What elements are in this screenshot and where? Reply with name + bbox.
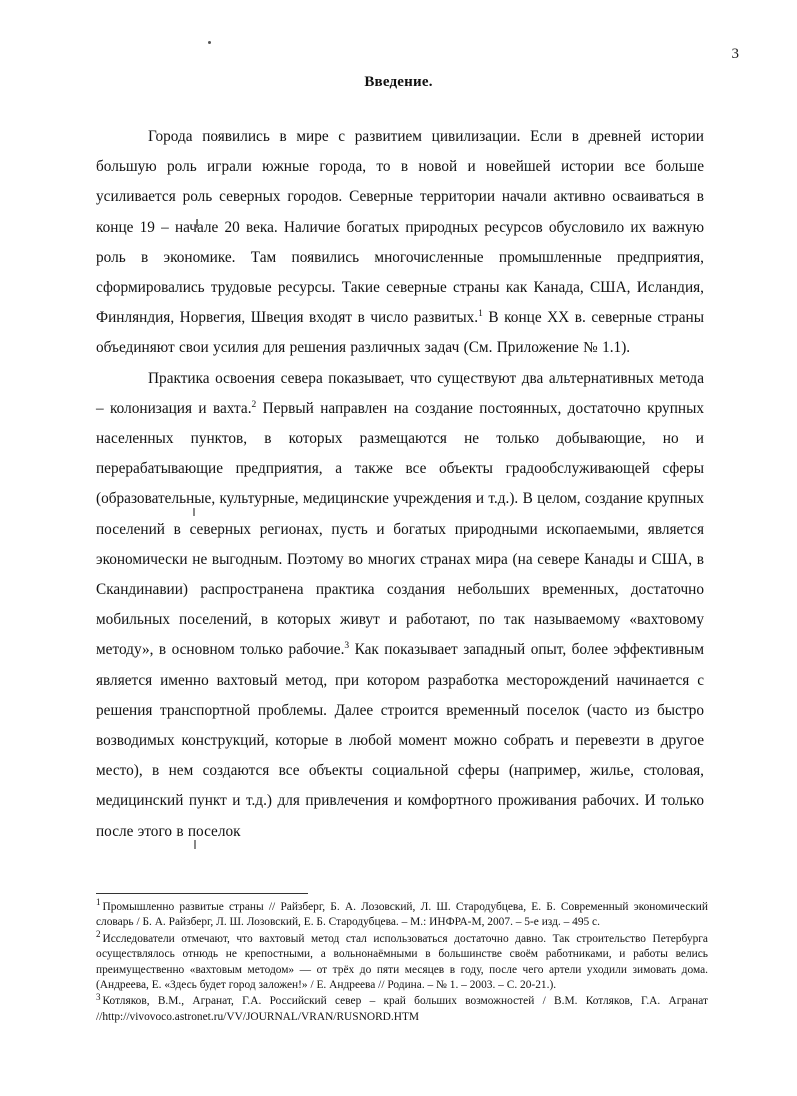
footnote-ref[interactable]: 2: [251, 399, 257, 410]
footnote-text: Промышленно развитые страны // Райзберг, Б. А. Лозовский, Л. Ш. Стародубцева, Е. Б. Современный экономический словарь / Б. А. Райзберг, Л. Ш. Лозовский, Е. Б. Стародубцева. – М.: ИНФРА-М, 2007. – 5-е изд. – 495 с.: [96, 901, 708, 929]
scan-speck: [208, 41, 211, 44]
footnote-list: [96, 897, 708, 1025]
footnote-separator: [96, 893, 308, 894]
footnote-text: Исследователи отмечают, что вахтовый метод стал использоваться достаточно давно. Так строительство Петербурга осуществлялось отнюдь не крепостными, а вольнонаёмными в большинстве своём работниками, и работы велись преимущественно «вахтовым методом» — от трёх до пяти месяцев в году, после чего артели уходили зимовать дома. (Андреева, Е. «Здесь будет город заложен!» / Е. Андреева // Родина. – № 1. – 2003. – С. 20-21.).: [96, 932, 708, 992]
footnote-ref[interactable]: 3: [344, 641, 350, 652]
footnote-number: 1: [96, 897, 101, 908]
footnote-item: [96, 897, 708, 931]
footnote-ref[interactable]: 1: [478, 309, 483, 320]
footnote-number: 2: [96, 929, 101, 940]
body-text: [96, 122, 704, 847]
footnote-item: [96, 929, 708, 994]
paragraph: Города появились в мире с развитием цивилизации. Если в древней истории большую роль играли южные города, то в новой и новейшей истории все больше усиливается роль северных городов. Северные территории начали активно осваиваться в конце 19 – начале 20 века. Наличие богатых природных ресурсов обусловило их важную роль в экономике. Там появились многочисленные промышленные предприятия, сформировались трудовые ресурсы. Такие северные страны как Канада, США, Исландия, Финляндия, Норвегия, Швеция входят в число развитых.$^1$ В конце XX в. северные страны объединяют свои усилия для решения различных задач (См. Приложение № 1.1).: [96, 128, 704, 357]
page-title: Введение.: [364, 74, 433, 90]
page-number: 3: [731, 46, 739, 62]
paragraph: Практика освоения севера показывает, что существуют два альтернативных метода – колонизация и вахта.$^2$ Первый направлен на создание постоянных, достаточно крупных населенных пунктов, в которых размещаются не только добывающие, но и перерабатывающие предприятия, а также все объекты градообслуживающей сферы (образовательные, культурные, медицинские учреждения и т.д.). В целом, создание крупных поселений в северных регионах, пусть и богатых природными ископаемыми, является экономически не выгодным. Поэтому во многих странах мира (на севере Канады и США, в Скандинавии) распространена практика создания небольших временных, достаточно мобильных поселений, в которых живут и работают, по так называемому «вахтовому методу», в основном только рабочие.$^3$ Как показывает западный опыт, более эффективным является именно вахтовый метод, при котором разработка месторождений начинается с решения транспортной проблемы. Далее строится временный поселок (часто из быстро возводимых конструкций, которые в любой момент можно собрать и перевезти в другое место), в нем создаются все объекты социальной сферы (например, жилье, столовая, медицинский пункт и т.д.) для привлечения и комфортного проживания рабочих. И только после этого в поселок: [96, 369, 704, 840]
footnote-text: Котляков, В.М., Агранат, Г.А. Российский север – край больших возможностей / В.М. Котляков, Г.А. Агранат //http://vivovoco.astronet.ru/VV/JOURNAL/VRAN/RUSNORD.HTM: [96, 995, 708, 1023]
footnote-item: [96, 991, 708, 1025]
footnote-number: 3: [96, 991, 101, 1002]
